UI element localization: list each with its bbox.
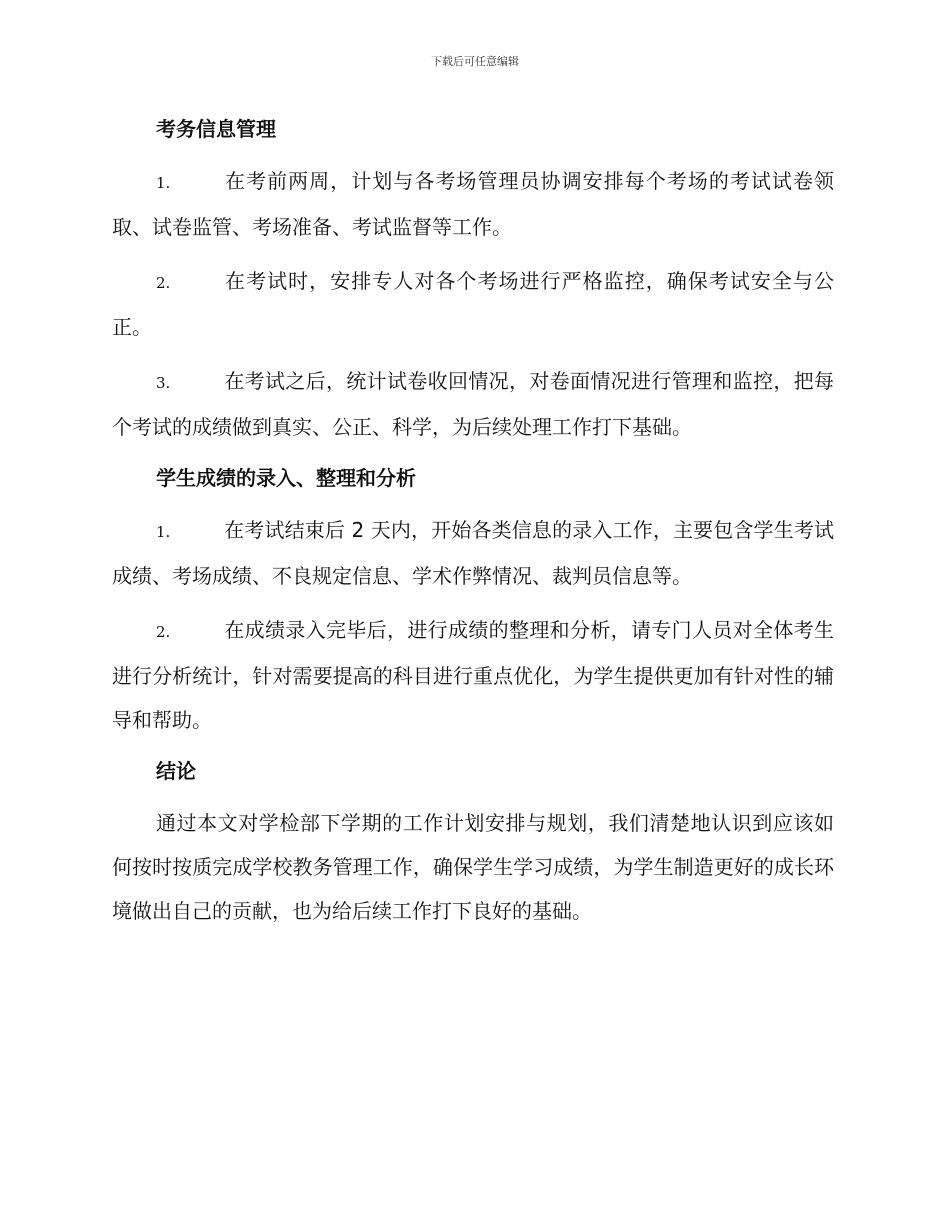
page-header-note: 下载后可任意编辑	[431, 55, 519, 68]
list-item	[112, 159, 834, 249]
list-item-text: 在考试时，安排专人对各个考场进行严格监控，确保考试安全与公正。	[112, 269, 834, 339]
list-item-number: 3.	[156, 374, 171, 392]
list-item-text: 在成绩录入完毕后，进行成绩的整理和分析，请专门人员对全体考生进行分析统计，针对需要提高的科目进行重点优化，为学生提供更加有针对性的辅导和帮助。	[112, 618, 834, 732]
list-item-number: 1.	[156, 523, 171, 541]
list-item-number: 2.	[156, 274, 171, 292]
document-body	[112, 110, 834, 933]
list-item-text: 在考前两周，计划与各考场管理员协调安排每个考场的考试试卷领取、试卷监管、考场准备、考试监督等工作。	[112, 169, 834, 239]
list-item-number: 2.	[156, 623, 171, 641]
list-item-text: 在考试结束后 2 天内，开始各类信息的录入工作，主要包含学生考试成绩、考场成绩、不良规定信息、学术作弊情况、裁判员信息等。	[112, 518, 834, 588]
conclusion-paragraph: 通过本文对学检部下学期的工作计划安排与规划，我们清楚地认识到应该如何按时按质完成学校教务管理工作，确保学生学习成绩，为学生制造更好的成长环境做出自己的贡献，也为给后续工作打下良好的基础。	[112, 811, 834, 923]
list-item-number: 1.	[156, 174, 171, 192]
section-heading-grades: 学生成绩的录入、整理和分析	[156, 466, 416, 490]
list-item	[112, 259, 834, 349]
list-item-text: 在考试之后，统计试卷收回情况，对卷面情况进行管理和监控，把每个考试的成绩做到真实、公正、科学，为后续处理工作打下基础。	[112, 369, 834, 439]
list-item	[112, 608, 834, 742]
section-heading-conclusion: 结论	[156, 759, 196, 783]
section-heading-exam-info: 考务信息管理	[156, 117, 276, 141]
list-item	[112, 508, 834, 598]
list-item	[112, 359, 834, 449]
